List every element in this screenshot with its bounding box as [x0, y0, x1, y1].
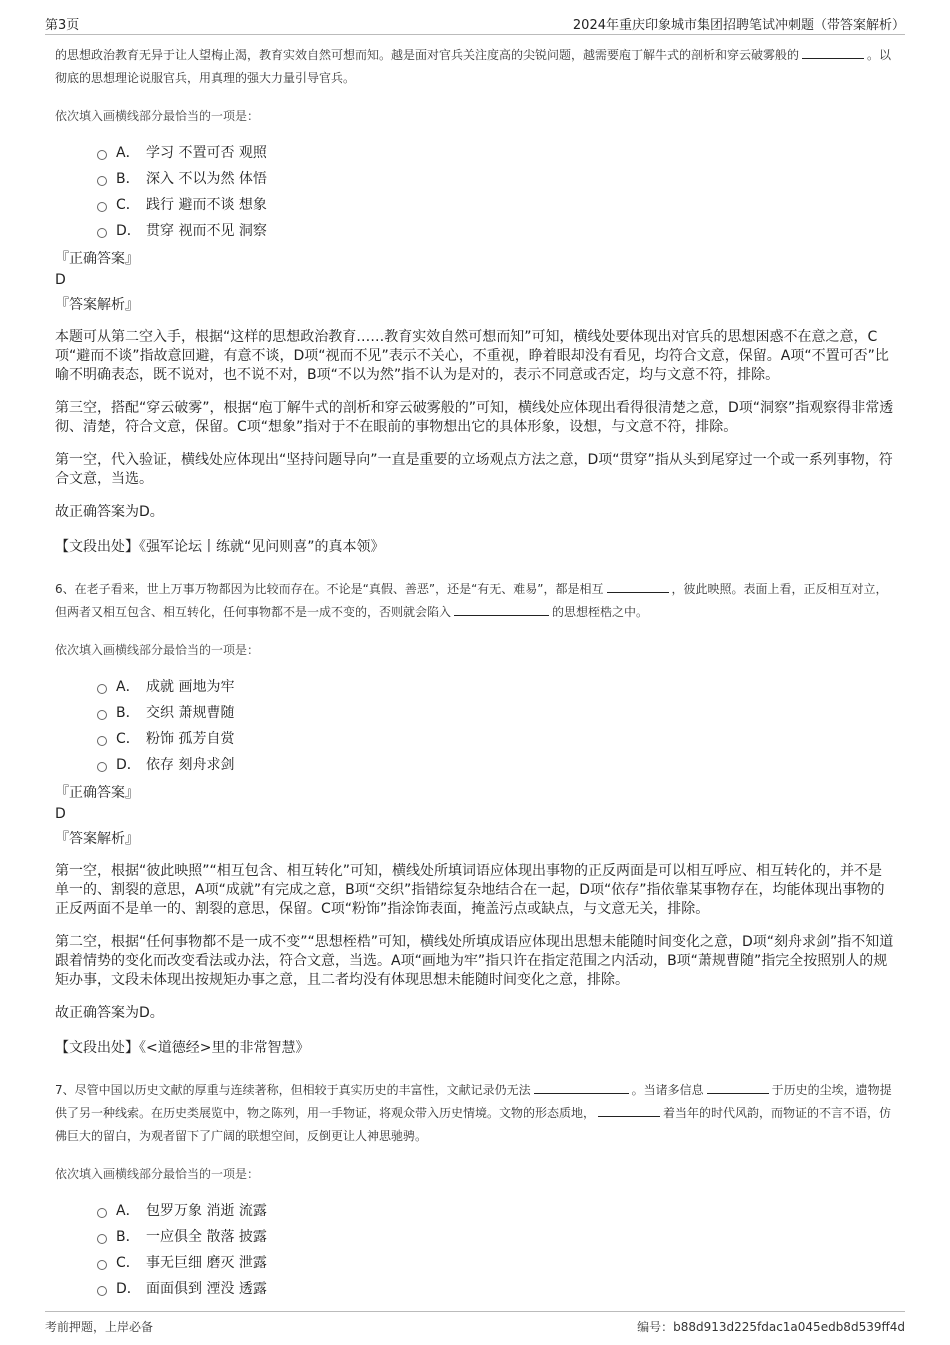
question-prompt: 依次填入画横线部分最恰当的一项是：: [55, 109, 260, 123]
answer-label: 『正确答案』: [55, 785, 139, 801]
analysis-paragraph: 第三空，搭配“穿云破雾”，根据“庖丁解牛式的剖析和穿云破雾般的”可知，横线处应体现出看得很清楚之意，D项“洞察”指观察得非常透彻、清楚，符合文意，保留。C项“想象”指对于不在眼前的事物想出它的具体形象，设想，与文意不符，排除。: [55, 400, 894, 435]
page-footer: [45, 1311, 905, 1336]
radio-icon[interactable]: [97, 684, 107, 694]
source-citation: 【文段出处】《强军论坛丨练就“见问则喜”的真本领》: [55, 539, 385, 555]
fill-blank: [707, 1081, 769, 1094]
radio-icon[interactable]: [97, 1208, 107, 1218]
analysis-paragraph: 第二空，根据“任何事物都不是一成不变”“思想桎梏”可知，横线处所填成语应体现出思想未能随时间变化之意，D项“刻舟求剑”指不知道跟着情势的变化而改变看法或办法，符合文意，当选。A项“画地为牢”指只许在指定范围之内活动，B项“萧规曹随”指完全按照别人的规矩办事，文段未体现出按规矩办事之意，且二者均没有体现思想未能随时间变化之意，排除。: [55, 934, 894, 988]
footer-slogan: 考前押题，上岸必备: [45, 1320, 154, 1334]
option-a[interactable]: A． 包罗万象 消逝 流露: [97, 1198, 895, 1224]
analysis-label: 『答案解析』: [55, 831, 139, 847]
radio-icon[interactable]: [97, 710, 107, 720]
answer-value: D: [55, 272, 66, 288]
option-d[interactable]: D． 依存 刻舟求剑: [97, 752, 895, 778]
question-6: [55, 578, 895, 1057]
analysis-paragraph: 本题可从第二空入手，根据“这样的思想政治教育……教育实效自然可想而知”可知，横线处要体现出对官兵的思想困惑不在意之意，C项“避而不谈”指故意回避，有意不谈，D项“视而不见”表示不关心，不重视，睁着眼却没有看见，均符合文意，保留。A项“不置可否”比喻不明确表态，既不说对，也不说不对，B项“不以为然”指不认为是对的，表示不同意或否定，均与文意不符，排除。: [55, 329, 889, 383]
radio-icon[interactable]: [97, 150, 107, 160]
option-c[interactable]: C． 践行 避而不谈 想象: [97, 192, 895, 218]
radio-icon[interactable]: [97, 736, 107, 746]
radio-icon[interactable]: [97, 228, 107, 238]
radio-icon[interactable]: [97, 202, 107, 212]
analysis-conclusion: 故正确答案为D。: [55, 1005, 164, 1021]
radio-icon[interactable]: [97, 762, 107, 772]
option-d[interactable]: D． 面面俱到 湮没 透露: [97, 1276, 895, 1302]
options-list: [55, 674, 895, 778]
answer-label: 『正确答案』: [55, 251, 139, 267]
option-c[interactable]: C． 粉饰 孤芳自赏: [97, 726, 895, 752]
radio-icon[interactable]: [97, 176, 107, 186]
question-7: [55, 1079, 895, 1302]
radio-icon[interactable]: [97, 1260, 107, 1270]
analysis-conclusion: 故正确答案为D。: [55, 504, 164, 520]
option-a[interactable]: A． 学习 不置可否 观照: [97, 140, 895, 166]
question-stem: 7、尽管中国以历史文献的厚重与连续著称，但相较于真实历史的丰富性，文献记录仍无法 。当诸多信息 于历史的尘埃，遗物提供了另一种线索。在历史类展览中，物之陈列，用一手物证，将观众带入历史情境。文物的形态质地， 着当年的时代风韵，而物证的不言不语，仿佛巨大的留白，为观者留下了广阔的联想空间，反倒更让人神思驰骋。: [55, 1083, 892, 1143]
option-b[interactable]: B． 交织 萧规曹随: [97, 700, 895, 726]
radio-icon[interactable]: [97, 1286, 107, 1296]
analysis-paragraph: 第一空，代入验证，横线处应体现出“坚持问题导向”一直是重要的立场观点方法之意，D项“贯穿”指从头到尾穿过一个或一系列事物，符合文意，当选。: [55, 452, 893, 487]
fill-blank: [598, 1104, 660, 1117]
option-b[interactable]: B． 深入 不以为然 体悟: [97, 166, 895, 192]
source-citation: 【文段出处】《<道德经>里的非常智慧》: [55, 1040, 310, 1056]
question-prompt: 依次填入画横线部分最恰当的一项是：: [55, 643, 260, 657]
document-serial: 编号：b88d913d225fdac1a045edb8d539ff4d: [637, 1320, 905, 1334]
fill-blank: [534, 1081, 629, 1094]
fill-blank: [802, 46, 864, 59]
radio-icon[interactable]: [97, 1234, 107, 1244]
answer-value: D: [55, 806, 66, 822]
fill-blank: [607, 580, 669, 593]
document-content: [55, 44, 895, 1302]
question-stem: 的思想政治教育无异于让人望梅止渴，教育实效自然可想而知。越是面对官兵关注度高的尖锐问题，越需要庖丁解牛式的剖析和穿云破雾般的 。以彻底的思想理论说服官兵，用真理的强大力量引导官兵。: [55, 48, 892, 85]
question-prompt: 依次填入画横线部分最恰当的一项是：: [55, 1167, 260, 1181]
question-stem: 6、在老子看来，世上万事万物都因为比较而存在。不论是“真假、善恶”，还是“有无、难易”，都是相互 ，彼此映照。表面上看，正反相互对立，但两者又相互包含、相互转化，任何事物都不是一成不变的，否则就会陷入 的思想桎梏之中。: [55, 582, 888, 619]
question-5: [55, 44, 895, 556]
option-a[interactable]: A． 成就 画地为牢: [97, 674, 895, 700]
options-list: [55, 1198, 895, 1302]
analysis-label: 『答案解析』: [55, 297, 139, 313]
fill-blank: [454, 603, 549, 616]
analysis-paragraph: 第一空，根据“彼此映照”“相互包含、相互转化”可知，横线处所填词语应体现出事物的正反两面是可以相互呼应、相互转化的，并不是单一的、割裂的意思，A项“成就”有完成之意，B项“交织”指错综复杂地结合在一起，D项“依存”指依靠某事物存在，均能体现出事物的正反两面不是单一的、割裂的意思，保留。C项“粉饰”指涂饰表面，掩盖污点或缺点，与文意无关，排除。: [55, 863, 885, 917]
option-b[interactable]: B． 一应俱全 散落 披露: [97, 1224, 895, 1250]
page-number: 第3页: [45, 18, 80, 33]
option-d[interactable]: D． 贯穿 视而不见 洞察: [97, 218, 895, 244]
document-title: 2024年重庆印象城市集团招聘笔试冲刺题（带答案解析）: [572, 18, 905, 33]
page-header: [45, 14, 905, 35]
option-c[interactable]: C． 事无巨细 磨灭 泄露: [97, 1250, 895, 1276]
options-list: [55, 140, 895, 244]
